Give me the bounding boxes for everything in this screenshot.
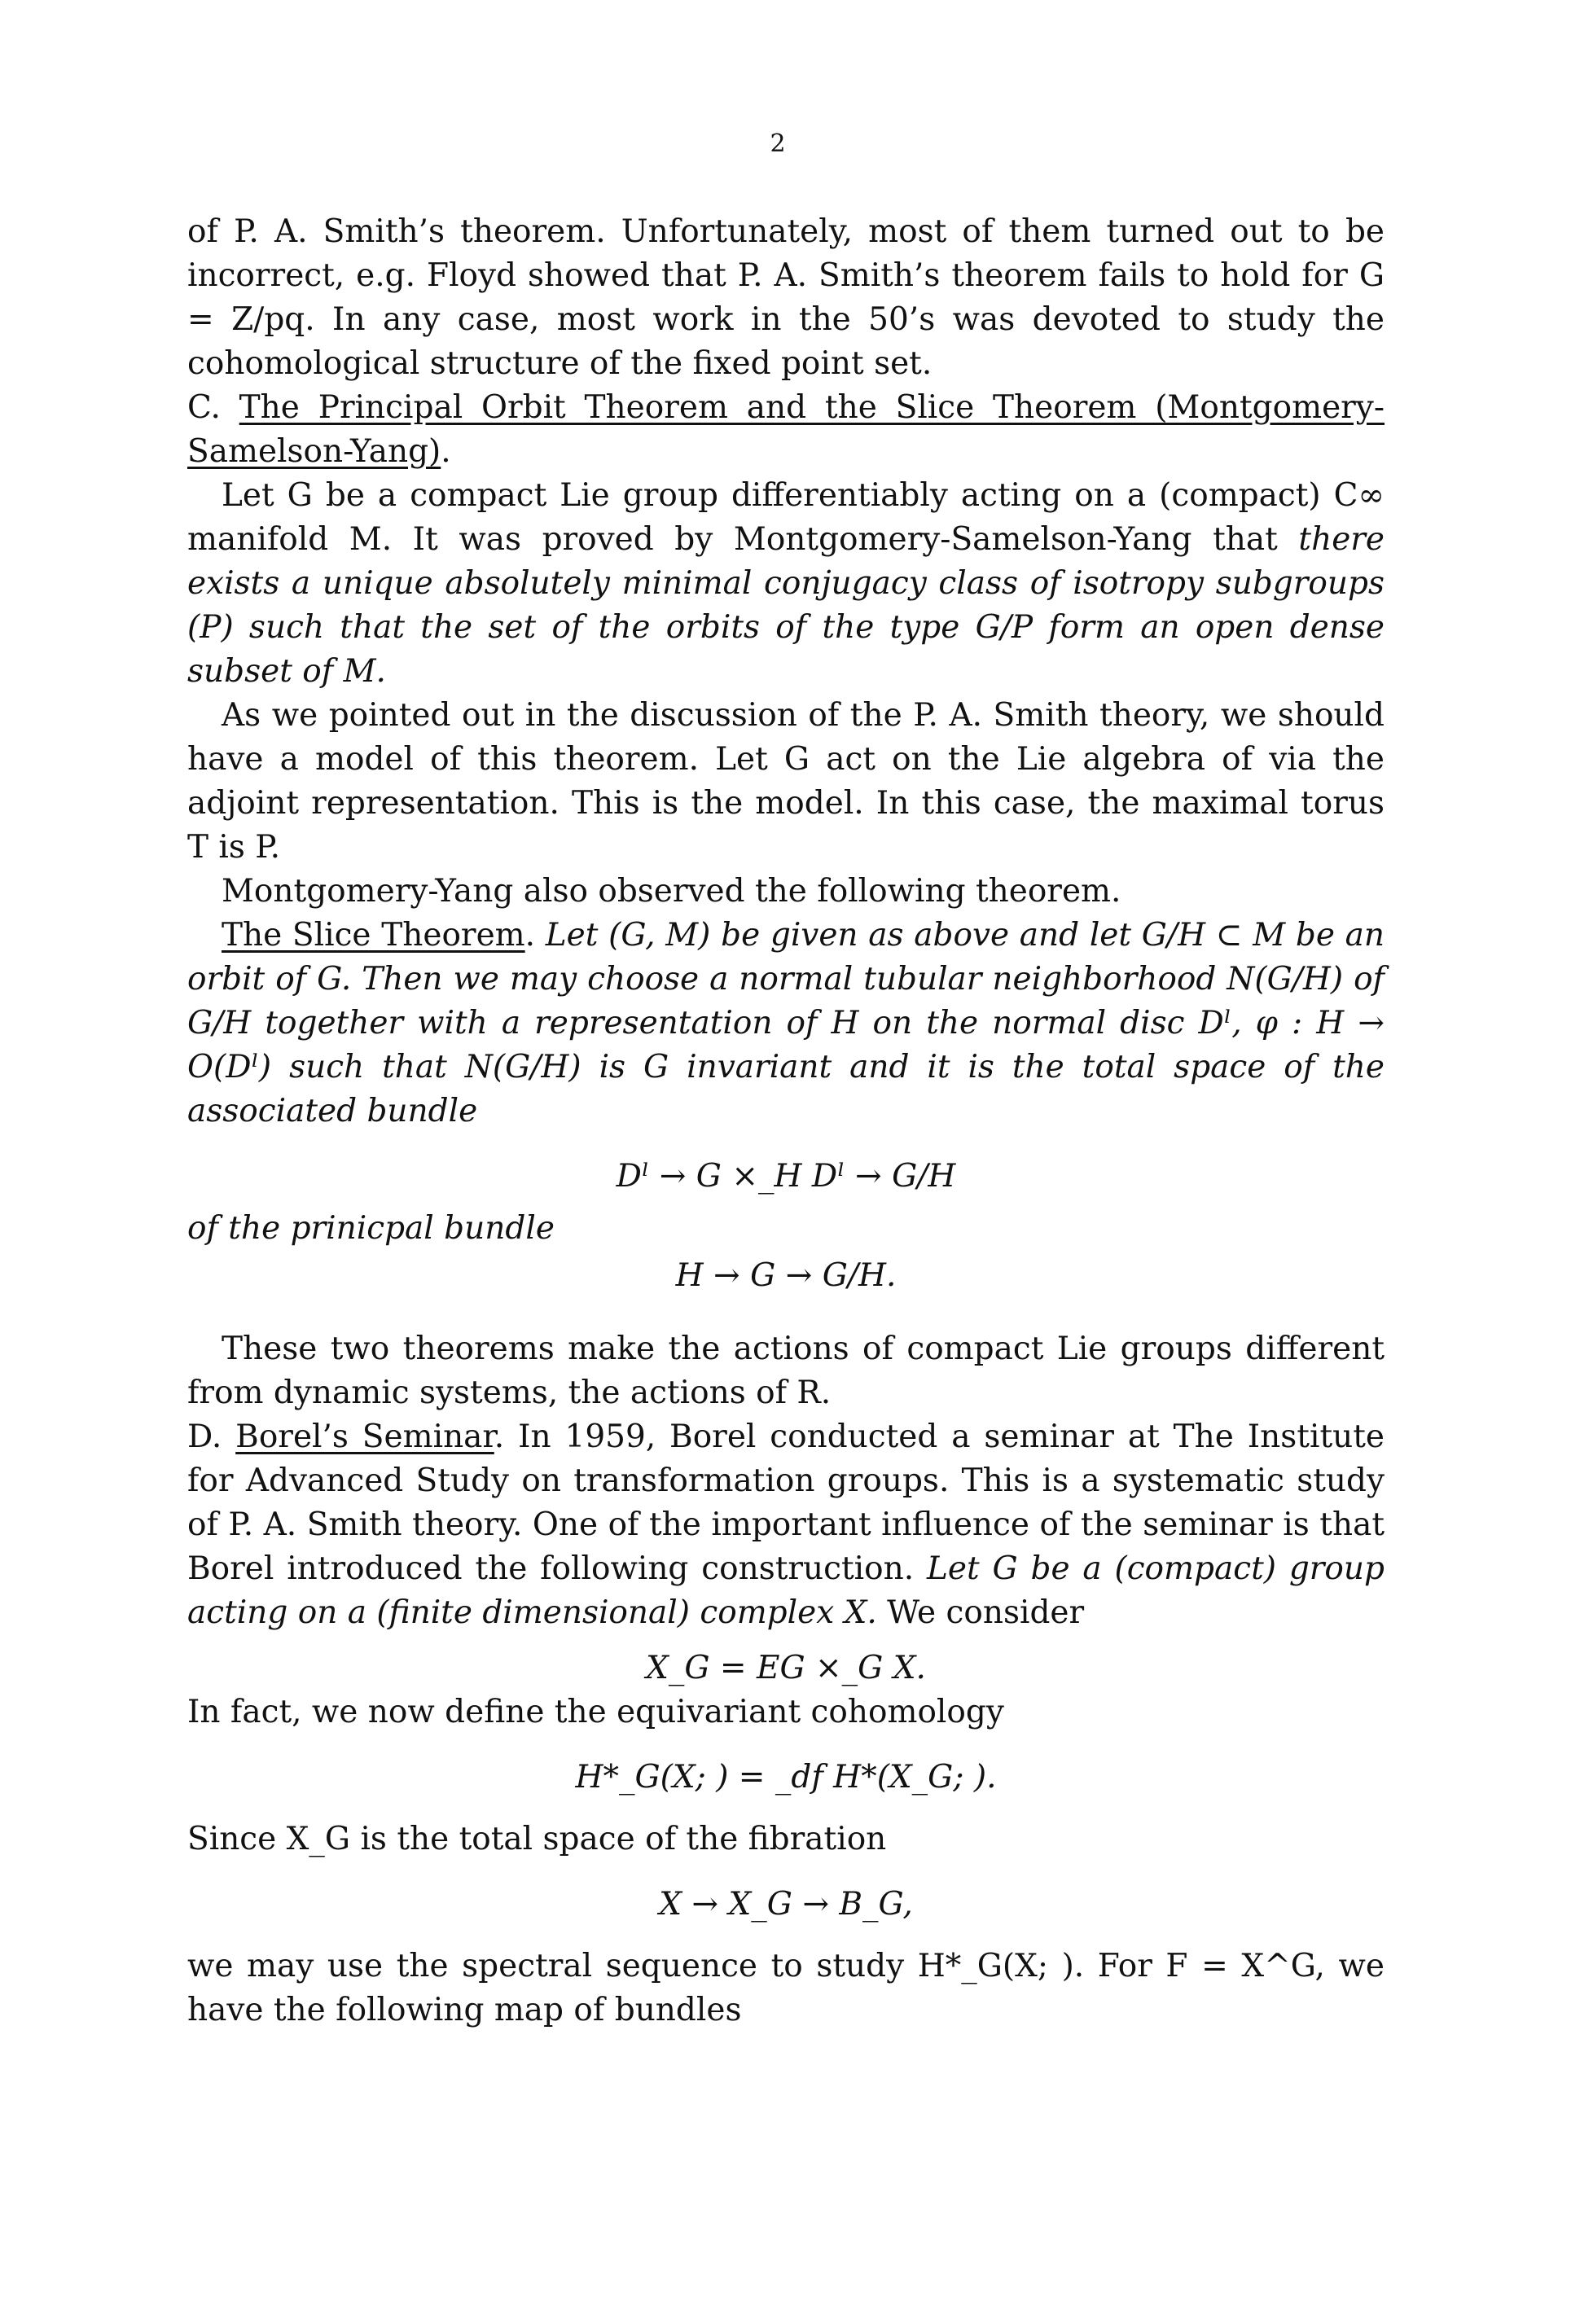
section-prefix: C.	[187, 389, 239, 426]
page-number: 2	[770, 129, 786, 158]
equation-principal-bundle: H → G → G/H.	[675, 1257, 897, 1294]
label-text: of the prinicpal bundle	[187, 1210, 555, 1247]
theorem-statement: there exists a unique absolutely minimal conjugacy class of isotropy subgroups (P) such that the set of the orbits of the type G/P form an open dense subset of M.	[187, 521, 1385, 690]
equation-borel-construction: X_G = EG ×_G X.	[646, 1650, 926, 1686]
paragraph: of P. A. Smith’s theorem. Unfortunately, most of them turned out to be incorrect, e.g. Floyd showed that P. A. Smith’s theorem fails to hold for G = Z/pq. In any case, most work in the 50’s was devoted to study the cohomological structure of the fixed point set.	[187, 213, 1385, 382]
paragraph: These two theorems make the actions of compact Lie groups different from dynamic systems, the actions of R.	[187, 1331, 1385, 1411]
paragraph: As we pointed out in the discussion of the P. A. Smith theory, we should have a model of this theorem. Let G act on the Lie algebra of via the adjoint representation. This is the model. In this case, the maximal torus T is P.	[187, 697, 1385, 866]
section-prefix: D.	[187, 1419, 236, 1455]
section-heading-d	[187, 1415, 1385, 1635]
paragraph: Montgomery-Yang also observed the following theorem.	[222, 873, 1121, 910]
punctuation: .	[524, 917, 546, 954]
principal-bundle-label	[187, 1207, 1385, 1251]
spacer	[187, 1298, 1385, 1327]
theorem-paragraph	[187, 474, 1385, 694]
section-suffix: .	[441, 433, 451, 470]
construction-statement: Let G be a (compact) group acting on a (finite dimensional) complex X.	[187, 1550, 1385, 1631]
slice-theorem	[187, 914, 1385, 1133]
paragraph-text: . In 1959, Borel conducted a seminar at The Institute for Advanced Study on transformation groups. This is a systematic study of P. A. Smith theory. One of the important influence of the seminar is that Borel introduced the following construction.	[187, 1419, 1385, 1587]
slice-theorem-statement: Let (G, M) be given as above and let G/H ⊂ M be an orbit of G. Then we may choose a normal tubular neighborhood N(G/H) of G/H together with a representation of H on the normal disc Dˡ, φ : H → O(Dˡ) such that N(G/H) is G invariant and it is the total space of the associated bundle	[187, 917, 1385, 1129]
section-heading-c	[187, 386, 1385, 474]
paragraph: Since X_G is the total space of the fibration	[187, 1821, 887, 1857]
section-title: Borel’s Seminar	[235, 1419, 494, 1455]
section-title: The Principal Orbit Theorem and the Slice Theorem (Montgomery-Samelson-Yang)	[187, 389, 1385, 470]
page-body	[187, 210, 1385, 2032]
paragraph-text: Let G be a compact Lie group differentiably acting on a (compact) C∞ manifold M. It was proved by Montgomery-Samelson-Yang that	[187, 477, 1385, 558]
slice-theorem-title: The Slice Theorem	[222, 917, 525, 954]
equation-associated-bundle: Dˡ → G ×_H Dˡ → G/H	[616, 1158, 956, 1195]
paragraph: we may use the spectral sequence to study H*_G(X; ). For F = X^G, we have the following map of bundles	[187, 1948, 1385, 2028]
paragraph-text: We consider	[876, 1594, 1085, 1631]
equation-equivariant-cohomology: H*_G(X; ) = _df H*(X_G; ).	[575, 1759, 997, 1796]
equation-fibration: X → X_G → B_G,	[659, 1886, 913, 1923]
paragraph: In fact, we now define the equivariant cohomology	[187, 1694, 1004, 1730]
